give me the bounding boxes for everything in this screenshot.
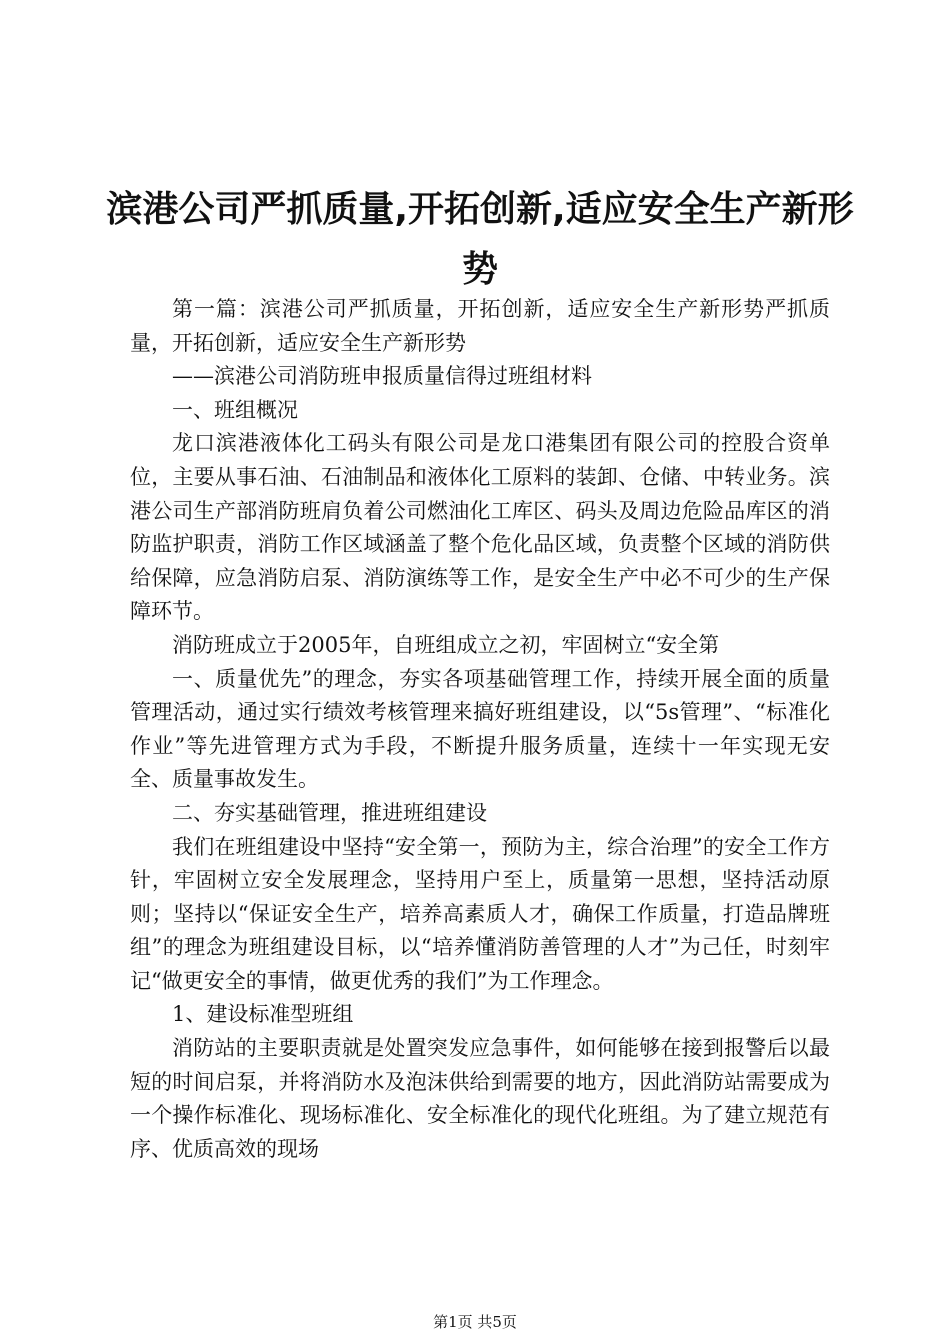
paragraph-team-building: 我们在班组建设中坚持“安全第一，预防为主，综合治理”的安全工作方针，牢固树立安全发展理念，坚持用户至上，质量第一思想，坚持活动原则；坚持以“保证安全生产，培养高素质人才，确保工作质量，打造品牌班组”的理念为班组建设目标，以“培养懂消防善管理的人才”为己任，时刻牢记“做更安全的事情，做更优秀的我们”为工作理念。 [130, 834, 830, 993]
document-title: 滨港公司严抓质量,开拓创新,适应安全生产新形势 [106, 189, 854, 290]
subsection-heading-standard-team: 1、建设标准型班组 [172, 1002, 354, 1027]
paragraph-subtitle: ——滨港公司消防班申报质量信得过班组材料 [172, 364, 592, 389]
paragraph-fire-station-duties: 消防站的主要职责就是处置突发应急事件，如何能够在接到报警后以最短的时间启泵，并将消防水及泡沫供给到需要的地方，因此消防站需要成为一个操作标准化、现场标准化、安全标准化的现代化班组。为了建立规范有序、优质高效的现场 [130, 1036, 830, 1161]
section-heading-overview: 一、班组概况 [172, 397, 298, 422]
paragraph-company-overview: 龙口滨港液体化工码头有限公司是龙口港集团有限公司的控股合资单位，主要从事石油、石油制品和液体化工原料的装卸、仓储、中转业务。滨港公司生产部消防班肩负着公司燃油化工库区、码头及周边危险品库区的消防监护职责，消防工作区域涵盖了整个危化品区域，负责整个区域的消防供给保障，应急消防启泵、消防演练等工作，是安全生产中必不可少的生产保障环节。 [130, 431, 830, 624]
paragraph-intro: 第一篇：滨港公司严抓质量，开拓创新，适应安全生产新形势严抓质量，开拓创新，适应安全生产新形势 [130, 297, 830, 355]
page-number-footer: 第1页 共5页 [433, 1313, 517, 1331]
paragraph-team-founding: 消防班成立于2005年，自班组成立之初，牢固树立“安全第 [172, 632, 720, 657]
paragraph-quality-first: 一、质量优先”的理念，夯实各项基础管理工作，持续开展全面的质量管理活动，通过实行绩效考核管理来搞好班组建设，以“5s管理”、“标准化作业”等先进管理方式为手段，不断提升服务质量，连续十一年实现无安全、质量事故发生。 [130, 666, 830, 792]
section-heading-management: 二、夯实基础管理，推进班组建设 [172, 800, 487, 825]
document-body [130, 293, 830, 1166]
